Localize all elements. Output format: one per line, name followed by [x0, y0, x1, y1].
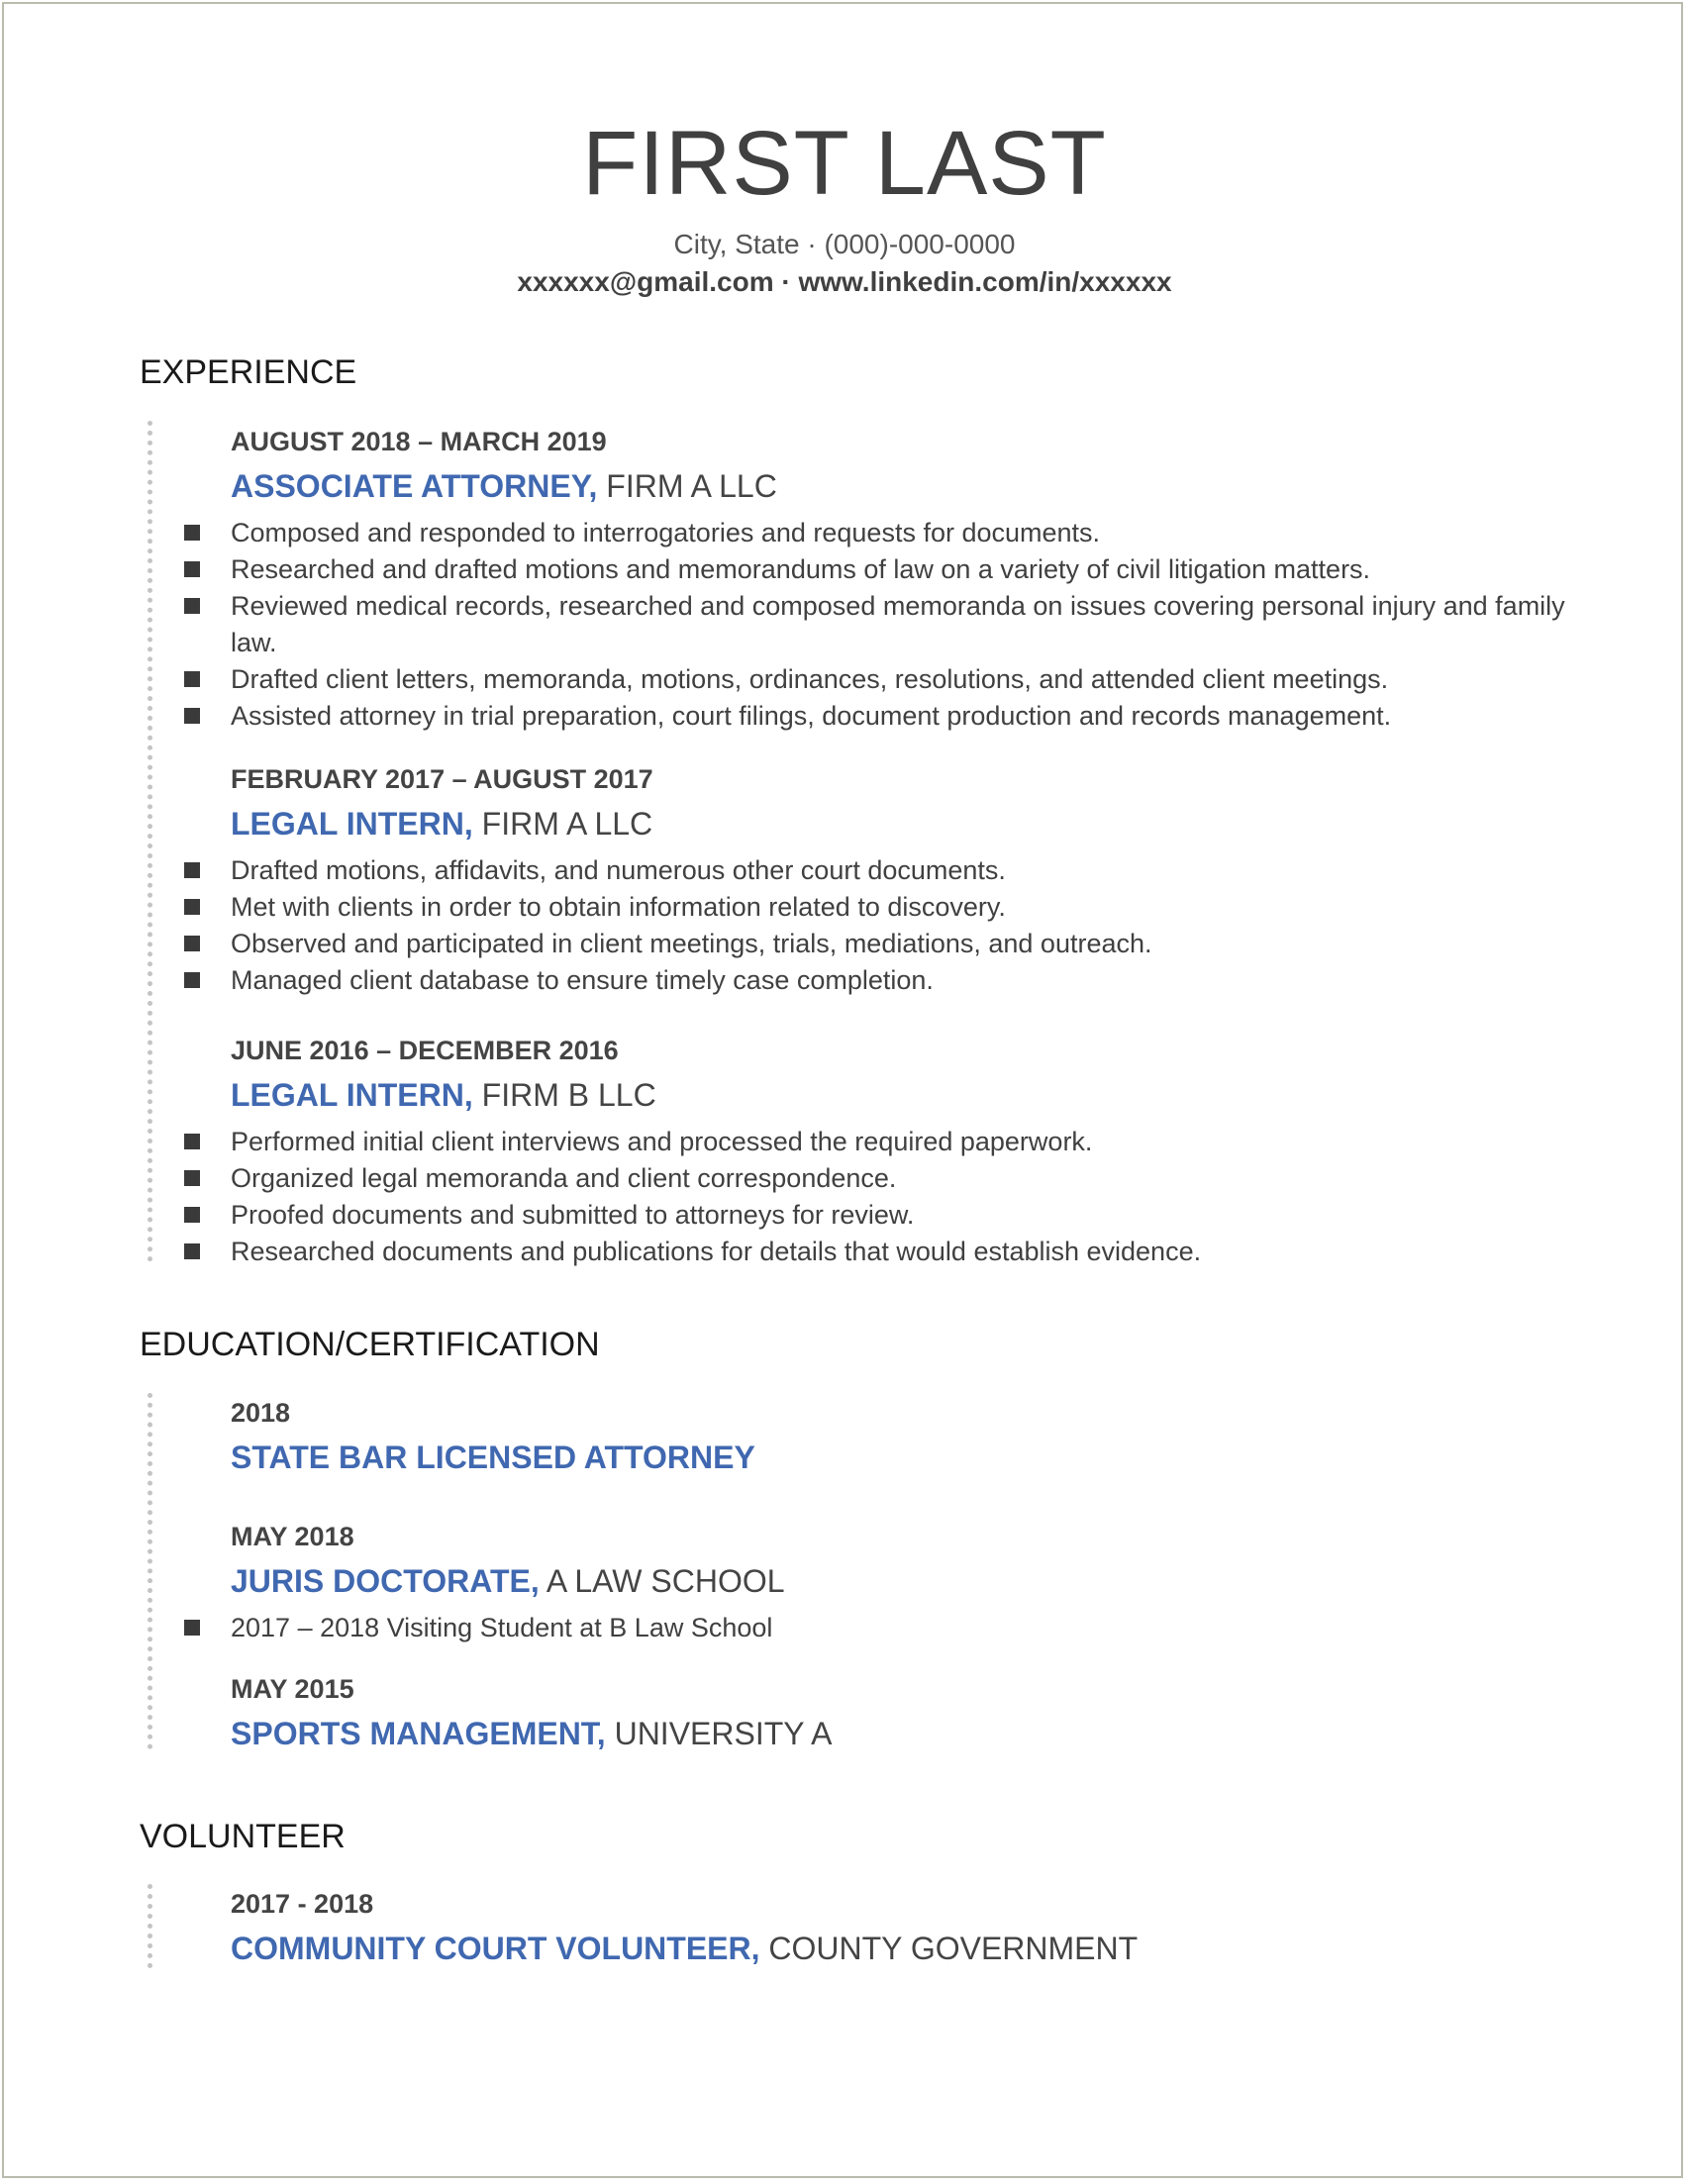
- entry-org: FIRM A LLC: [472, 806, 653, 842]
- entry-role: [231, 1437, 1577, 1478]
- resume-header: [0, 109, 1689, 301]
- bullet-item: Researched documents and publications for details that would establish evidence.: [231, 1234, 1577, 1270]
- entry-title: STATE BAR LICENSED ATTORNEY: [231, 1439, 755, 1475]
- bullet-item: Composed and responded to interrogatories and requests for documents.: [231, 515, 1577, 551]
- entry-date: MAY 2018: [231, 1522, 354, 1551]
- entry-role: [231, 1713, 1577, 1754]
- bullet-item: Observed and participated in client meetings, trials, mediations, and outreach.: [231, 926, 1577, 962]
- contact-location-phone: City, State · (000)-000-0000: [673, 229, 1016, 259]
- bullet-item: Drafted motions, affidavits, and numerous other court documents.: [231, 852, 1577, 889]
- bullet-item: 2017 – 2018 Visiting Student at B Law School: [231, 1610, 1577, 1646]
- experience-timeline: [148, 421, 152, 1262]
- bullet-item: Managed client database to ensure timely case completion.: [231, 962, 1577, 999]
- entry-org: COUNTY GOVERNMENT: [759, 1931, 1139, 1966]
- contact-email-linkedin: xxxxxx@gmail.com · www.linkedin.com/in/xxxxxx: [517, 266, 1172, 297]
- entry-bullets: [231, 515, 1577, 735]
- entry-title: ASSOCIATE ATTORNEY,: [231, 468, 598, 504]
- square-bullet-icon: [184, 1207, 200, 1223]
- entry-title: SPORTS MANAGEMENT,: [231, 1716, 606, 1751]
- section-title-experience: EXPERIENCE: [140, 353, 357, 391]
- candidate-name: FIRST LAST: [582, 113, 1107, 214]
- entry-date: 2018: [231, 1398, 291, 1428]
- entry-role: [231, 1560, 1577, 1602]
- entry-role: [231, 1928, 1577, 1969]
- entry-bullets: [231, 852, 1577, 999]
- entry-date: JUNE 2016 – DECEMBER 2016: [231, 1036, 619, 1065]
- square-bullet-icon: [184, 1620, 200, 1636]
- square-bullet-icon: [184, 1243, 200, 1259]
- experience-entry: [231, 761, 1577, 999]
- bullet-item: Proofed documents and submitted to attorneys for review.: [231, 1197, 1577, 1234]
- square-bullet-icon: [184, 598, 200, 614]
- square-bullet-icon: [184, 1134, 200, 1149]
- section-title-education: EDUCATION/CERTIFICATION: [140, 1326, 600, 1363]
- entry-date: 2017 - 2018: [231, 1889, 374, 1919]
- bullet-item: Researched and drafted motions and memorandums of law on a variety of civil litigation matters.: [231, 551, 1577, 588]
- square-bullet-icon: [184, 936, 200, 951]
- entry-org: A LAW SCHOOL: [539, 1563, 785, 1599]
- bullet-item: Organized legal memoranda and client correspondence.: [231, 1160, 1577, 1197]
- bullet-item: Met with clients in order to obtain information related to discovery.: [231, 889, 1577, 926]
- square-bullet-icon: [184, 972, 200, 988]
- bullet-item: Reviewed medical records, researched and composed memoranda on issues covering personal injury and family law.: [231, 588, 1577, 661]
- square-bullet-icon: [184, 671, 200, 687]
- education-timeline: [148, 1393, 152, 1749]
- square-bullet-icon: [184, 1170, 200, 1186]
- entry-bullets: [231, 1610, 1577, 1646]
- bullet-item: Drafted client letters, memoranda, motions, ordinances, resolutions, and attended client meetings.: [231, 661, 1577, 698]
- entry-title: LEGAL INTERN,: [231, 806, 473, 842]
- section-title-volunteer: VOLUNTEER: [140, 1818, 346, 1855]
- education-entry: [231, 1519, 1577, 1646]
- entry-title: LEGAL INTERN,: [231, 1077, 473, 1113]
- square-bullet-icon: [184, 561, 200, 577]
- entry-date: FEBRUARY 2017 – AUGUST 2017: [231, 764, 653, 794]
- entry-date: AUGUST 2018 – MARCH 2019: [231, 427, 607, 456]
- entry-org: FIRM A LLC: [597, 468, 777, 504]
- entry-role: [231, 465, 1577, 507]
- entry-role: [231, 1074, 1577, 1116]
- entry-title: JURIS DOCTORATE,: [231, 1563, 540, 1599]
- entry-bullets: [231, 1124, 1577, 1270]
- entry-title: COMMUNITY COURT VOLUNTEER,: [231, 1931, 760, 1966]
- square-bullet-icon: [184, 525, 200, 541]
- square-bullet-icon: [184, 862, 200, 878]
- experience-entry: [231, 424, 1577, 735]
- bullet-item: Assisted attorney in trial preparation, court filings, document production and records management.: [231, 698, 1577, 735]
- entry-role: [231, 803, 1577, 844]
- education-entry: [231, 1671, 1577, 1754]
- volunteer-timeline: [148, 1884, 152, 1968]
- education-entry: [231, 1395, 1577, 1478]
- entry-date: MAY 2015: [231, 1674, 354, 1704]
- square-bullet-icon: [184, 899, 200, 915]
- volunteer-entry: [231, 1886, 1577, 1969]
- entry-org: FIRM B LLC: [472, 1077, 656, 1113]
- square-bullet-icon: [184, 708, 200, 724]
- entry-org: UNIVERSITY A: [605, 1716, 833, 1751]
- experience-entry: [231, 1033, 1577, 1270]
- bullet-item: Performed initial client interviews and processed the required paperwork.: [231, 1124, 1577, 1160]
